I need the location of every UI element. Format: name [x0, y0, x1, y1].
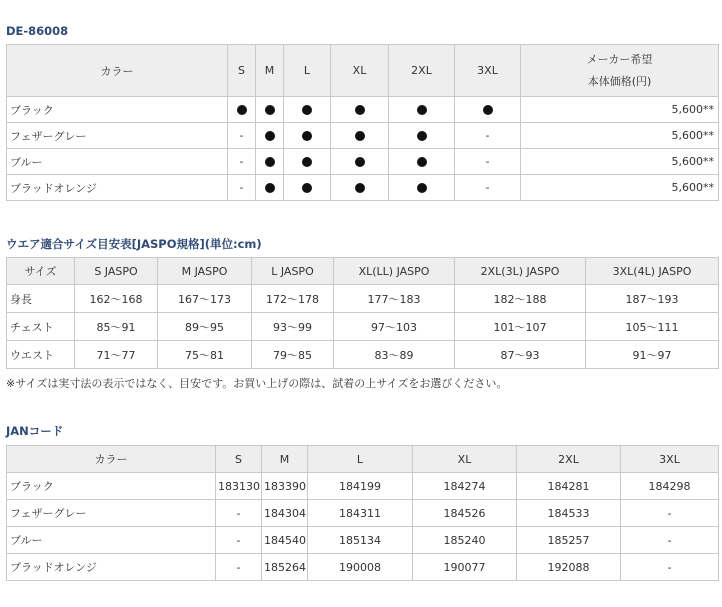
jan-table-header-row	[7, 446, 719, 473]
size-header-m: M	[256, 45, 284, 97]
available-dot-icon	[417, 157, 427, 167]
availability-cell	[455, 123, 521, 149]
availability-cell	[331, 149, 389, 175]
unavailable-mark: -	[485, 181, 490, 194]
available-dot-icon	[302, 131, 312, 141]
availability-cell	[256, 149, 284, 175]
measurement-value: 89～95	[158, 313, 252, 341]
jan-code-cell: -	[621, 554, 719, 581]
price-cell: 5,600**	[521, 97, 719, 123]
jan-code-cell: 184281	[517, 473, 621, 500]
size-chart-title: ウエア適合サイズ目安表[JASPO規格](単位:cm)	[6, 237, 262, 251]
availability-cell	[455, 97, 521, 123]
available-dot-icon	[355, 131, 365, 141]
color-name: ブラッドオレンジ	[7, 175, 228, 201]
jan-code-cell: 185264	[262, 554, 308, 581]
jan-code-cell: -	[216, 500, 262, 527]
available-dot-icon	[302, 157, 312, 167]
jan-header-cell: 3XL	[621, 446, 719, 473]
size-chart-body	[7, 285, 719, 369]
jan-header-cell: S	[216, 446, 262, 473]
availability-cell	[256, 123, 284, 149]
measurement-value: 182～188	[455, 285, 586, 313]
measurement-value: 187～193	[586, 285, 719, 313]
jan-color-name: ブルー	[7, 527, 216, 554]
jan-code-cell: 192088	[517, 554, 621, 581]
jan-header-cell: カラー	[7, 446, 216, 473]
size-chart-header-cell: サイズ	[7, 258, 75, 285]
available-dot-icon	[417, 131, 427, 141]
measurement-value: 97～103	[334, 313, 455, 341]
size-header-3xl: 3XL	[455, 45, 521, 97]
price-cell: 5,600**	[521, 149, 719, 175]
jan-row	[7, 527, 719, 554]
measurement-value: 85～91	[75, 313, 158, 341]
measurement-value: 162～168	[75, 285, 158, 313]
jan-code-cell: -	[216, 527, 262, 554]
jan-code-cell: 184533	[517, 500, 621, 527]
price-header-line2: 本体価格(円)	[587, 74, 652, 88]
availability-cell	[228, 149, 256, 175]
jan-code-cell: -	[621, 527, 719, 554]
jan-color-name: ブラック	[7, 473, 216, 500]
availability-cell	[389, 149, 455, 175]
jan-code-cell: 184526	[413, 500, 517, 527]
color-availability-table	[6, 44, 719, 201]
price-header	[521, 45, 719, 97]
jan-code-cell: 184540	[262, 527, 308, 554]
size-chart-header-cell: S JASPO	[75, 258, 158, 285]
jan-code-cell: -	[216, 554, 262, 581]
available-dot-icon	[265, 157, 275, 167]
availability-cell	[455, 175, 521, 201]
measurement-value: 71～77	[75, 341, 158, 369]
jan-code-cell: 184274	[413, 473, 517, 500]
color-row	[7, 123, 719, 149]
measurement-label: チェスト	[7, 313, 75, 341]
availability-cell	[284, 149, 331, 175]
availability-cell	[228, 123, 256, 149]
unavailable-mark: -	[485, 155, 490, 168]
availability-cell	[256, 175, 284, 201]
size-chart-header-cell: L JASPO	[252, 258, 334, 285]
jan-header-cell: XL	[413, 446, 517, 473]
measurement-value: 105～111	[586, 313, 719, 341]
jan-code-cell: 185134	[308, 527, 413, 554]
availability-cell	[284, 97, 331, 123]
jan-code-cell: 183130	[216, 473, 262, 500]
jan-code-cell: 183390	[262, 473, 308, 500]
unavailable-mark: -	[239, 129, 244, 142]
availability-cell	[331, 97, 389, 123]
availability-cell	[331, 123, 389, 149]
jan-code-cell: 184199	[308, 473, 413, 500]
size-chart-row	[7, 313, 719, 341]
size-chart-header-cell: M JASPO	[158, 258, 252, 285]
available-dot-icon	[237, 105, 247, 115]
jan-code-cell: 184311	[308, 500, 413, 527]
size-header-2xl: 2XL	[389, 45, 455, 97]
size-chart-header-cell: 3XL(4L) JASPO	[586, 258, 719, 285]
available-dot-icon	[265, 131, 275, 141]
jan-code-cell: 190008	[308, 554, 413, 581]
available-dot-icon	[265, 105, 275, 115]
availability-cell	[284, 123, 331, 149]
jan-header-cell: L	[308, 446, 413, 473]
jan-code-cell: 184304	[262, 500, 308, 527]
jan-title: JANコード	[6, 424, 64, 438]
measurement-label: 身長	[7, 285, 75, 313]
jan-color-name: フェザーグレー	[7, 500, 216, 527]
jan-code-table	[6, 445, 719, 581]
price-cell: 5,600**	[521, 175, 719, 201]
unavailable-mark: -	[239, 181, 244, 194]
availability-cell	[331, 175, 389, 201]
jan-code-cell: 190077	[413, 554, 517, 581]
availability-cell	[389, 97, 455, 123]
available-dot-icon	[483, 105, 493, 115]
measurement-value: 83～89	[334, 341, 455, 369]
availability-cell	[228, 97, 256, 123]
size-chart-header-cell: 2XL(3L) JASPO	[455, 258, 586, 285]
jan-row	[7, 500, 719, 527]
measurement-label: ウエスト	[7, 341, 75, 369]
color-header: カラー	[7, 45, 228, 97]
jan-row	[7, 473, 719, 500]
measurement-value: 87～93	[455, 341, 586, 369]
model-code: DE-86008	[6, 24, 69, 38]
available-dot-icon	[355, 157, 365, 167]
color-name: ブルー	[7, 149, 228, 175]
size-chart-table	[6, 257, 719, 369]
available-dot-icon	[302, 183, 312, 193]
jan-code-cell: 185257	[517, 527, 621, 554]
jan-header-cell: M	[262, 446, 308, 473]
jan-table-body	[7, 473, 719, 581]
color-row	[7, 149, 719, 175]
measurement-value: 79～85	[252, 341, 334, 369]
measurement-value: 167～173	[158, 285, 252, 313]
availability-cell	[284, 175, 331, 201]
price-cell: 5,600**	[521, 123, 719, 149]
available-dot-icon	[355, 105, 365, 115]
color-name: フェザーグレー	[7, 123, 228, 149]
size-header-s: S	[228, 45, 256, 97]
color-name: ブラック	[7, 97, 228, 123]
size-chart-row	[7, 285, 719, 313]
size-header-xl: XL	[331, 45, 389, 97]
availability-cell	[228, 175, 256, 201]
available-dot-icon	[417, 105, 427, 115]
jan-code-cell: 185240	[413, 527, 517, 554]
size-chart-header-row	[7, 258, 719, 285]
unavailable-mark: -	[239, 155, 244, 168]
available-dot-icon	[355, 183, 365, 193]
availability-cell	[389, 123, 455, 149]
jan-row	[7, 554, 719, 581]
measurement-value: 172～178	[252, 285, 334, 313]
color-table-header-row	[7, 45, 719, 97]
available-dot-icon	[417, 183, 427, 193]
availability-cell	[389, 175, 455, 201]
measurement-value: 177～183	[334, 285, 455, 313]
measurement-value: 91～97	[586, 341, 719, 369]
color-row	[7, 97, 719, 123]
jan-code-cell: 184298	[621, 473, 719, 500]
jan-color-name: ブラッドオレンジ	[7, 554, 216, 581]
available-dot-icon	[302, 105, 312, 115]
available-dot-icon	[265, 183, 275, 193]
jan-code-cell: -	[621, 500, 719, 527]
color-table-body	[7, 97, 719, 201]
size-chart-row	[7, 341, 719, 369]
size-chart-header-cell: XL(LL) JASPO	[334, 258, 455, 285]
measurement-value: 93～99	[252, 313, 334, 341]
measurement-value: 101～107	[455, 313, 586, 341]
color-row	[7, 175, 719, 201]
price-header-line1: メーカー希望	[586, 52, 653, 66]
measurement-value: 75～81	[158, 341, 252, 369]
availability-cell	[455, 149, 521, 175]
jan-header-cell: 2XL	[517, 446, 621, 473]
size-header-l: L	[284, 45, 331, 97]
availability-cell	[256, 97, 284, 123]
unavailable-mark: -	[485, 129, 490, 142]
size-note: ※サイズは実寸法の表示ではなく、目安です。お買い上げの際は、試着の上サイズをお選びください。	[6, 377, 508, 390]
